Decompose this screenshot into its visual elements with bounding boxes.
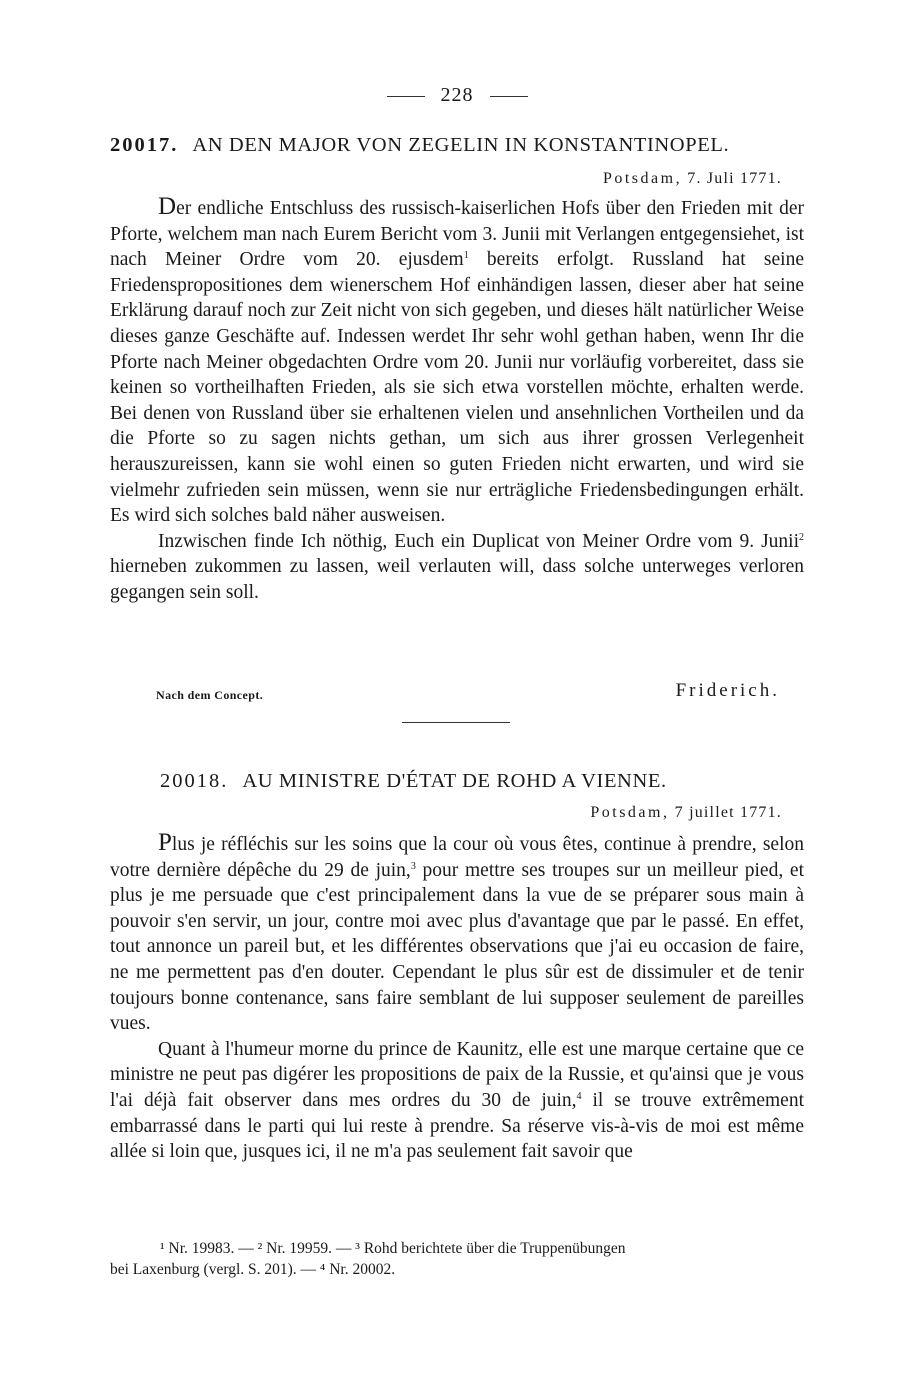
footnote-marker: 2	[799, 531, 804, 543]
footnote-line: bei Laxenburg (vergl. S. 201). — ⁴ Nr. 20002.	[110, 1261, 396, 1278]
footnote-marker: 3	[410, 860, 416, 872]
letter-body	[110, 830, 804, 1165]
paragraph	[110, 194, 804, 529]
page-number-text: 228	[440, 84, 474, 106]
paragraph-text: hierneben zukommen zu lassen, weil verlauten will, dass solche unterweges verloren gegangen sein soll.	[110, 556, 804, 603]
letter-dateline	[603, 170, 782, 188]
letter-number: 20017.	[110, 134, 179, 156]
source-note: Nach dem Concept.	[156, 688, 264, 702]
paragraph	[110, 1037, 804, 1165]
drop-cap: D	[158, 193, 177, 220]
footnote-line: ¹ Nr. 19983. — ² Nr. 19959. — ³ Rohd berichtete über die Truppenübungen	[160, 1240, 626, 1257]
letter-heading	[110, 134, 804, 157]
paragraph-text: pour mettre ses troupes sur un meilleur pied, et plus je me persuade que c'est principalement dans la vue de se préparer sous main à pouvoir s'en servir, un jour, contre moi avec plus d'avantage que par le passé. En effet, tout annonce un pareil but, et les différentes observations que j'ai eu occasion de faire, ne me permettent pas d'en douter. Cependant le plus sûr est de dissimuler et de tenir toujours bonne contenance, sans faire semblant de lui supposer seulement de pareilles vues.	[110, 859, 804, 1035]
dateline-date: 7. Juli 1771.	[687, 170, 782, 187]
footnotes	[110, 1238, 804, 1280]
source-signature-row	[156, 680, 780, 704]
letter-dateline	[590, 804, 782, 822]
page-number-dash-left	[387, 96, 425, 97]
page-number	[110, 84, 804, 107]
footnote-marker: 1	[463, 250, 469, 262]
separator-rule	[402, 722, 510, 723]
paragraph-text: er endliche Entschluss des russisch-kaiserlichen Hofs über den Frieden mit der Pforte, welchem man nach Eurem Bericht vom 3. Junii mit Verlangen entgegensiehet, ist nach Meiner Ordre vom 20. ejusdem	[110, 198, 804, 271]
letter-number: 20018.	[160, 770, 229, 792]
footnote-marker: 4	[576, 1090, 582, 1102]
drop-cap: P	[158, 829, 172, 856]
dateline-place: Potsdam,	[602, 170, 683, 187]
letter-title: AU MINISTRE D'ÉTAT DE ROHD A VIENNE.	[242, 770, 667, 792]
paragraph	[110, 529, 804, 606]
dateline-place: Potsdam,	[590, 804, 670, 821]
paragraph-text: bereits erfolgt. Russland hat seine Friedenspropositiones dem wienerschem Hof einhändigen lassen, dieser aber hat seine Erklärung darauf noch zur Zeit nicht von sich gegeben, und dieses hält natürlicher Weise dieses ganze Geschäfte auf. Indessen werdet Ihr sehr wohl gethan haben, wenn Ihr die Pforte nach Meiner obgedachten Ordre vom 20. Junii nur vorläufig vorbereitet, dass sie keinen so vortheilhaften Frieden, als sie sich etwa vorstellen möchte, erhalten werde. Bei denen von Russland über sie erhaltenen vielen und ansehnlichen Vortheilen und da die Pforte so zu sagen nichts gethan, um sich aus ihrer grossen Verlegenheit herauszureissen, kann sie wohl einen so guten Frieden nicht erwarten, und wird sie vielmehr zufrieden sein müssen, wenn sie nur erträgliche Friedensbedingungen erhält. Es wird sich solches bald näher ausweisen.	[110, 249, 804, 527]
paragraph-text: lus je réfléchis sur les soins que la cour où vous êtes, continue à prendre, selon votre dernière dépêche du 29 de juin,	[110, 834, 804, 881]
letter-body	[110, 194, 804, 606]
paragraph-text: Inzwischen finde Ich nöthig, Euch ein Duplicat von Meiner Ordre vom 9. Junii	[158, 530, 799, 552]
page-number-dash-right	[490, 96, 528, 97]
signature: Friderich.	[675, 680, 780, 701]
paragraph-text: Quant à l'humeur morne du prince de Kaunitz, elle est une marque certaine que ce ministre ne peut pas digérer les propositions de paix de la Russie, et qu'ainsi que je vous l'ai déjà fait observer dans mes ordres du 30 de juin,	[110, 1038, 804, 1111]
dateline-date: 7 juillet 1771.	[674, 804, 782, 821]
paragraph	[110, 830, 804, 1037]
paragraph-text: il se trouve extrêmement embarrassé dans le parti qui lui reste à prendre. Sa réserve vis-à-vis de moi est même allée si loin que, jusques ici, il ne m'a pas seulement fait savoir que	[110, 1089, 804, 1163]
letter-title: AN DEN MAJOR VON ZEGELIN IN KONSTANTINOPEL.	[192, 134, 730, 156]
letter-heading	[160, 770, 854, 793]
